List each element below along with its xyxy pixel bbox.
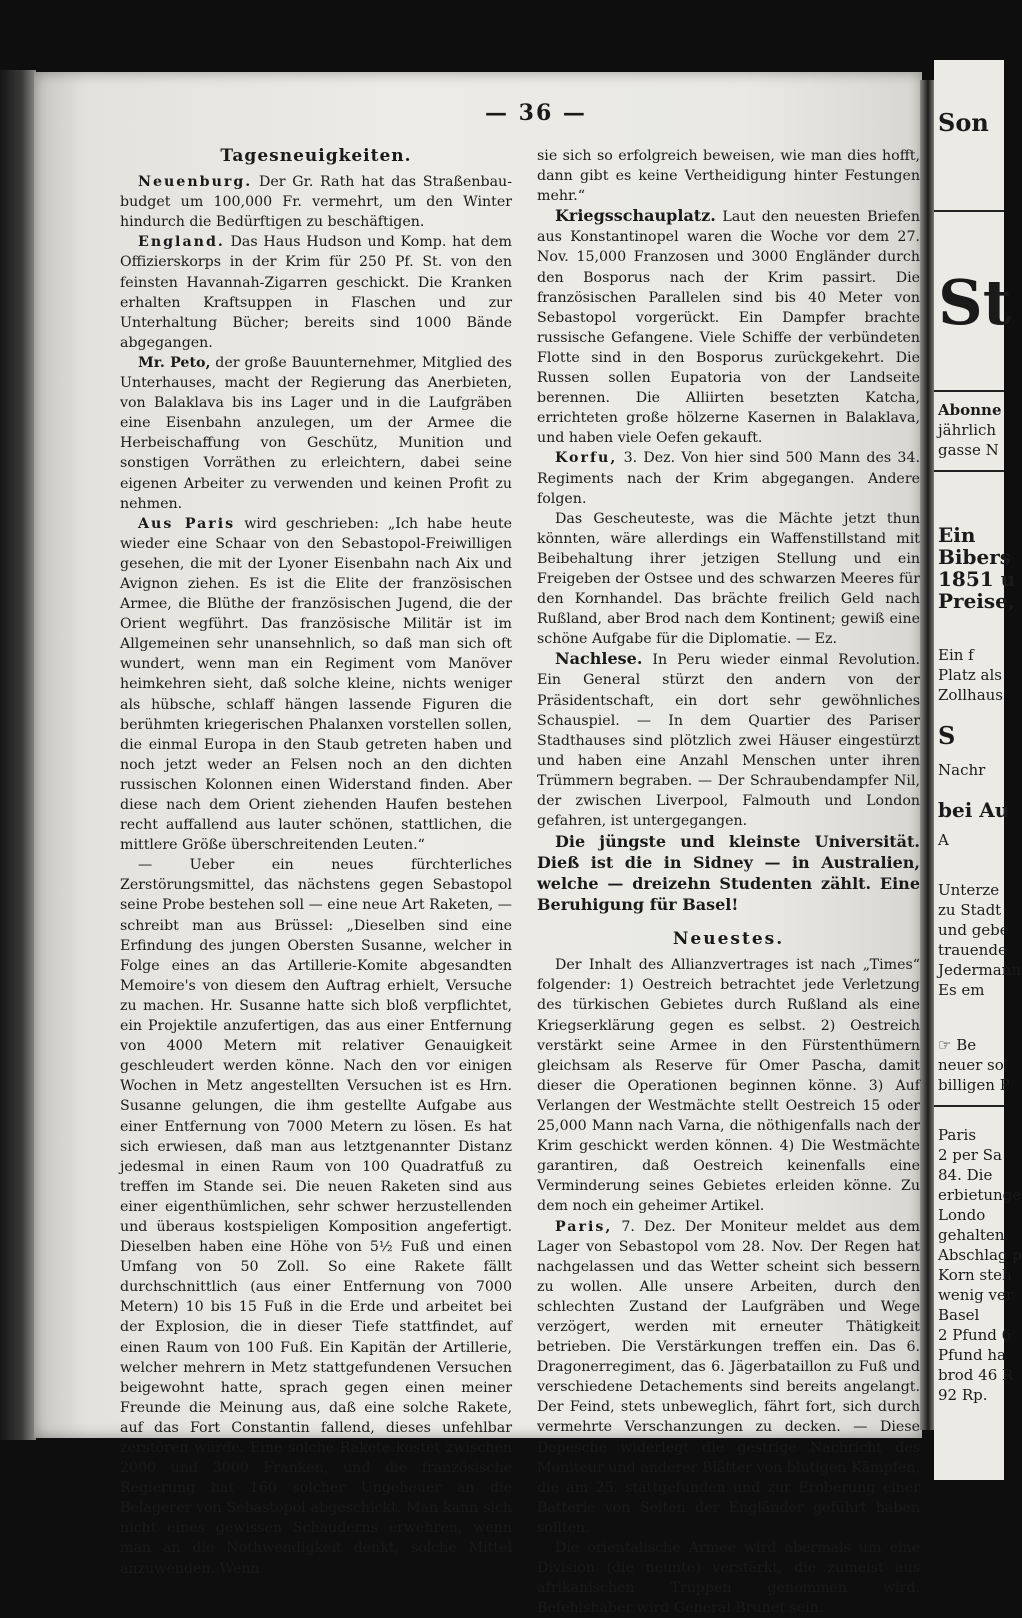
article-nachlese: Nachlese. In Peru wieder einmal Revolution. Ein General stürzt den andern von der Präsidentschaft, ein dort sehr gewöhnliches Schauspiel. — In dem Quartier des Pariser Stadthauses sind plötzlich zwei Häuser eingestürzt und haben eine Anzahl Menschen unter ihren Trümmern begraben. — Der Schraubendampfer Nil, der zwischen Liverpool, Falmouth und London gefahren, ist untergegangen. — [537, 649, 920, 830]
fragment: jährlich — [938, 421, 997, 439]
fragment: Es em — [938, 981, 985, 999]
article-continuation: sie sich so erfolgreich beweisen, wie man dies hofft, dann gibt es keine Vertheidigung hinter Festungen mehr.“ — [537, 148, 920, 205]
binding-gutter — [0, 70, 36, 1440]
fragment: gasse N — [938, 441, 999, 459]
fragment: Londo — [938, 1206, 986, 1224]
fragment: Ein f — [938, 646, 974, 664]
fragment: bei Au — [938, 798, 1010, 822]
article-gescheuteste: Das Gescheuteste, was die Mächte jetzt thun könnten, wäre allerdings ein Waffenstillstand mit Beibehaltung ihrer jetzigen Stellung und ein Freigeben der Ostsee und des schwarzen Meeres für den Kornhandel. Das brächte freilich Geld nach Rußland, aber Brod nach dem Kontinent; gewiß eine schöne Aufgabe für die Diplomatie. — Ez. — [537, 510, 920, 648]
fragment: Basel — [938, 1306, 980, 1324]
fragment: 2 Pfund 6 — [938, 1326, 1012, 1344]
fragment: zu Stadt — [938, 901, 1002, 919]
fragment: S — [938, 721, 956, 750]
fragment: Unterze — [938, 881, 1000, 899]
article-allianzvertrag: Der Inhalt des Allianzvertrages ist nach „Times“ folgender: 1) Oestreich betrachtet jede Verletzung des türkischen Gebietes durch Rußland als eine Kriegserklärung gegen es selbst. 2) Oestreich verstärkt seine Armee in den Fürstenthümern gleichsam als Reserve für Omer Pascha, damit dieser die Operationen beginnen könne. 3) Auf Verlangen der Westmächte stellt Oestreich 15 oder 25,000 Mann nach Varna, die nöthigenfalls nach der Krim geschickt werden können. 4) Die Westmächte garantiren, daß Oestreich keinenfalls eine Verminderung seines Gebietes erleiden könne. Zu dem noch ein geheimer Artikel. — [537, 957, 920, 1215]
fragment: Son — [938, 108, 989, 137]
article-universitaet: Die jüngste und kleinste Universität. Dieß ist die in Sidney — in Australien, welche — dreizehn Studenten zählt. Eine Beruhigung für Basel! — [537, 832, 920, 915]
fragment: A — [938, 831, 949, 849]
fragment: brod 46 R — [938, 1366, 1014, 1384]
pointing-hand-icon: ☞ Be — [938, 1036, 977, 1054]
fragment: Korn steh — [938, 1266, 1012, 1284]
fragment: trauende — [938, 941, 1007, 959]
article-paris-moniteur: Paris, 7. Dez. Der Moniteur meldet aus dem Lager von Sebastopol vom 28. Nov. Der Regen hat nachgelassen und das Wetter scheint sich bessern zu wollen. Alle unsere Arbeiten, durch den schlechten Zustand der Laufgräben und Wege verzögert, werden mit erneuter Thätigkeit betrieben. Die Verstärkungen treffen ein. Das 6. Dragonerregiment, das 6. Jägerbataillon zu Fuß und verschiedene Detachements sind bereits angelangt. Der Feind, stets unbeweglich, fährt fort, sich durch vermehrte Verschanzungen zu decken. — Diese Depesche widerlegt die gestrige Nachricht des Moniteur und anderer Blätter von blutigen Kämpfen, die am 25. stattgefunden und zur Eroberung einer Batterie von Seiten der Engländer geführt haben sollten. — [537, 1218, 920, 1536]
page-number: — 36 — — [485, 100, 587, 126]
fragment: billigen P — [938, 1076, 1010, 1094]
fragment: und gebe — [938, 921, 1009, 939]
fragment: erbietunge — [938, 1186, 1022, 1204]
fragment: gehalten. — [938, 1226, 1010, 1244]
fragment: Zollhaus — [938, 686, 1004, 704]
article-paris-report: Aus Paris wird geschrieben: „Ich habe heute wieder eine Schaar von den Sebastopol-Freiwilligen gesehen, die mit der Lyoner Eisenbahn nach Aix und Avignon ziehen. Es ist die Elite der französischen Armee, die Blüthe der französischen Jugend, die der Orient wegführt. Das französische Militär ist im Allgemeinen sehr unansehnlich, so daß man sich oft wundert, wenn man ein Regiment vom Manöver heimkehren sieht, daß solche kleine, nichts weniger als hübsche, schlaff hängen lassende Figuren die berühmten kriegerischen Phalanxen vorstellen sollen, die einmal Europa in den Staub getreten haben und noch jetzt weder an Felsen noch an den dichten russischen Kolonnen einen Widerstand finden. Aber diese nach dem Orient ziehenden Haufen bestehen recht auffallend aus lauter schönen, stattlichen, die mittlere Größe überschreitenden Leuten.“ — [120, 515, 512, 854]
fragment: Paris — [938, 1126, 977, 1144]
left-column — [120, 146, 512, 1579]
fragment: 92 Rp. — [938, 1386, 988, 1404]
section-heading-neuestes: Neuestes. — [672, 929, 785, 950]
fragment: wenig ver — [938, 1286, 1014, 1304]
divider — [934, 1105, 1004, 1107]
fragment: Pfund ha — [938, 1346, 1006, 1364]
fragment: 2 per Sa — [938, 1146, 1002, 1164]
adjacent-page — [934, 60, 1022, 1480]
article-raketen: — Ueber ein neues fürchterliches Zerstörungsmittel, das nächstens gegen Sebastopol seine Probe bestehen soll — eine neue Art Raketen, — schreibt man aus Brüssel: „Dieselben sind eine Erfindung des jungen Obersten Susanne, welcher in Folge eines an das Artillerie-Komite abgesandten Memoire's von diesem den Auftrag erhielt, Versuche zu machen. Hr. Susanne hatte sich bloß verpflichtet, ein Projektile anzufertigen, das aus einer Entfernung von 4000 Metern mit relativer Genauigkeit geschleudert werden könne. Nach den vor einigen Wochen in Metz angestellten Versuchen ist es Hrn. Susanne gelungen, die ihm gestellte Aufgabe aus einer Entfernung von 7000 Metern zu lösen. Es hat sich erwiesen, daß man aus letztgenannter Distanz jedesmal in einen Raum von 100 Quadratfuß zu treffen im Stande sei. Die neuen Raketen sind aus einer eigenthümlichen, sehr schwer herzustellenden und überaus kostspieligen Komposition angefertigt. Dieselben haben eine Höhe von 5½ Fuß und einen Umfang von 50 Zoll. So eine Rakete fällt durchschnittlich (aus einer Entfernung von 7000 Metern) 10 bis 15 Fuß in die Erde und arbeitet bei der Explosion, die in dieser Tiefe stattfindet, auf einen Raum von 100 Fuß. Ein Kapitän der Artillerie, welcher mehrern in Metz stattgefundenen Versuchen beigewohnt hatte, sprach gegen einen meiner Freunde die Meinung aus, daß eine solche Rakete, auf das Fort Constantin fallend, dieses unfehlbar zerstören würde. Eine solche Rakete kostet zwischen 2000 und 3000 Franken, und die französische Regierung hat 160 solcher Ungeheuer an die Belagerer von Sebastopol abgeschickt. Man kann sich nicht eines gewissen Schauderns erwehren, wenn man an die Nothwendigkeit denkt, solche Mittel anzuwenden. Wenn — [120, 857, 512, 1577]
article-england: England. Das Haus Hudson und Komp. hat dem Offizierskorps in der Krim für 250 Pf. St. von den feinsten Havannah-Zigarren geschickt. Die Kranken erhalten Kraftsuppen in Flaschen und zur Unterhaltung Bücher; bereits sind 1000 Bände abgegangen. — [120, 234, 512, 351]
article-korfu: Korfu, 3. Dez. Von hier sind 500 Mann des 34. Regiments nach der Krim abgegangen. Andere folgen. — [537, 450, 920, 507]
section-heading-tagesneuigkeiten: Tagesneuigkeiten. — [220, 146, 412, 166]
fragment: neuer sol — [938, 1056, 1009, 1074]
article-kriegsschauplatz: Kriegsschauplatz. Laut den neuesten Briefen aus Konstantinopel waren die Woche vor dem 27. Nov. 15,000 Franzosen und 3000 Engländer durch den Bosporus nach der Krim passirt. Die französischen Parallelen sind bis 40 Meter von Sebastopol vorgerückt. Ein Dampfer brachte russische Gefangene. Viele Schiffe der verbündeten Flotte sind in den Bosporus zurückgekehrt. Die Russen sollen Eupatoria von der Landseite berennen. Die Alliirten besetzten Katcha, errichteten große hölzerne Kasernen in Balaklava, und haben viele Oefen gekauft. — [537, 206, 920, 447]
fragment: Ein — [938, 523, 976, 547]
fragment: Platz als — [938, 666, 1002, 684]
fragment: Preise, — [938, 589, 1015, 613]
divider — [934, 390, 1004, 392]
fragment: Abschlag p — [938, 1246, 1022, 1264]
fragment: Bibers — [938, 545, 1012, 569]
right-column — [537, 146, 920, 1618]
fragment: Nachr — [938, 761, 986, 779]
fragment: 84. Die — [938, 1166, 993, 1184]
fragment: Jedermann — [938, 961, 1022, 979]
article-neuenburg: Neuenburg. Der Gr. Rath hat das Straßenbau-budget um 100,000 Fr. vermehrt, um den Winter hindurch die Bedürftigen zu beschäftigen. — [120, 174, 512, 231]
article-peto: Mr. Peto, der große Bauunternehmer, Mitglied des Unterhauses, macht der Regierung das Anerbieten, von Balaklava bis ins Lager und in die Laufgräben eine Eisenbahn anzulegen, um der Armee die Herbeischaffung von Geschütz, Munition und sonstigen Vorräthen zu erleichtern, dabei seine eigenen Arbeiter zu verwenden und keinen Profit zu nehmen. — [120, 354, 512, 512]
fragment: 1851 u — [938, 567, 1016, 591]
article-orientalische-armee: Die orientalische Armee wird abermals um eine Division (die neunte) verstärkt, die zumeist aus afrikanischen Truppen genommen wird. Befehlshaber wird General Brunet sein. — [537, 1540, 920, 1617]
fragment: St — [938, 266, 1012, 339]
fragment: Abonne — [938, 401, 1002, 419]
divider — [934, 470, 1004, 472]
divider — [934, 210, 1004, 212]
